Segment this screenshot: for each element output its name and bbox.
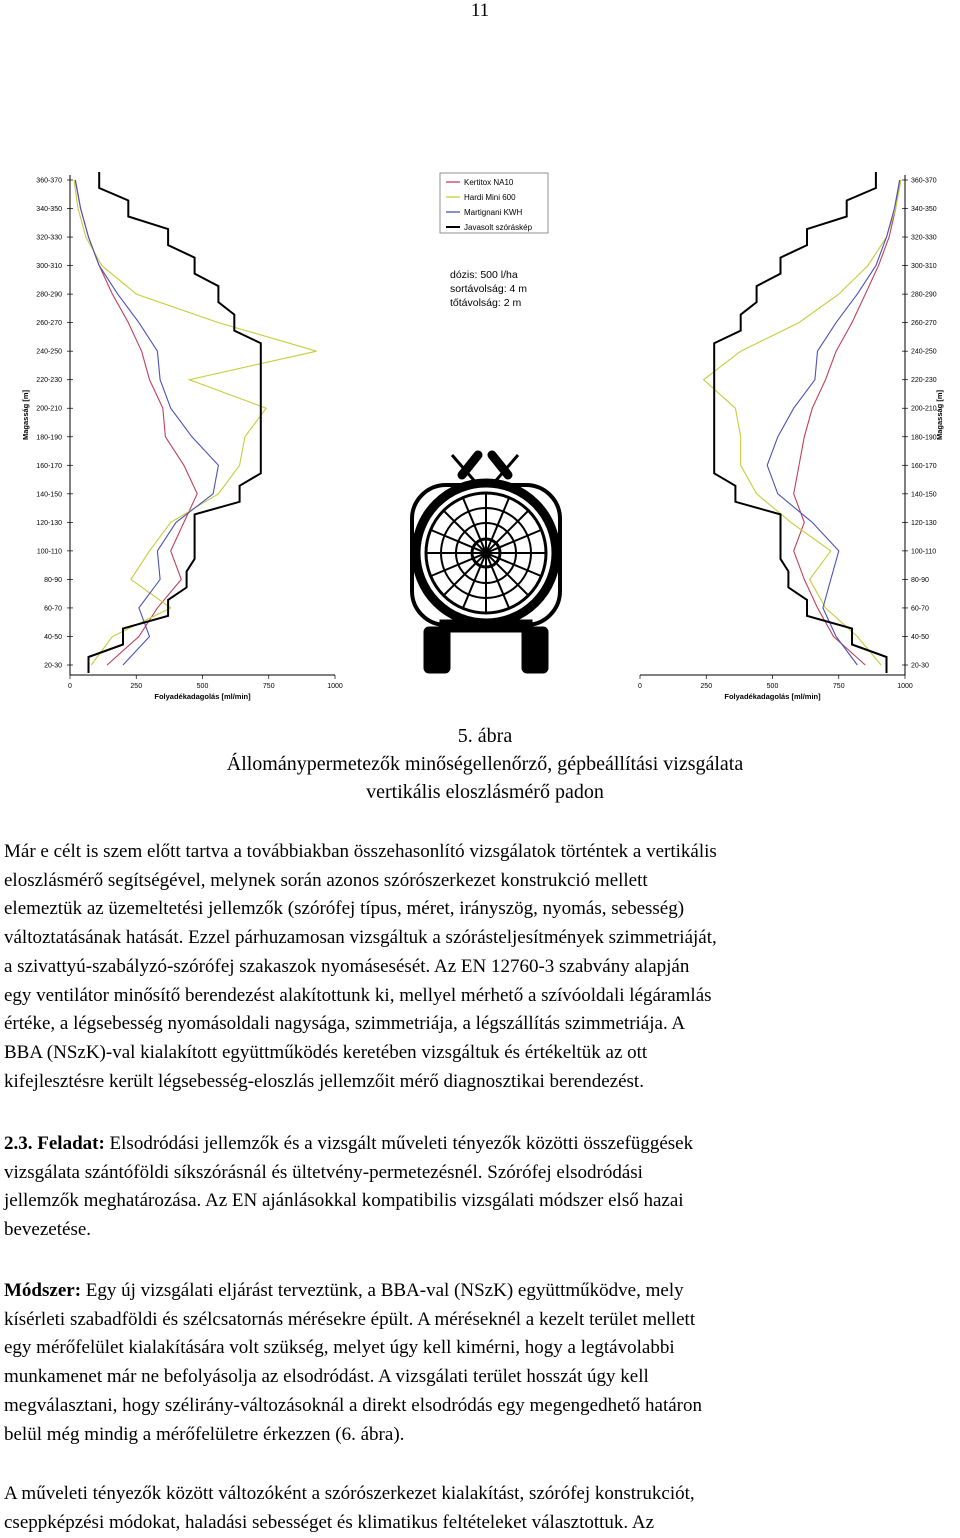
left-x-tick-label: 1000: [327, 683, 343, 690]
left-y-tick-label: 220-230: [36, 377, 62, 385]
left-series-line-javasolt: [89, 172, 261, 673]
right-y-tick-label: 60-70: [911, 605, 929, 613]
right-y-tick-label: 80-90: [911, 576, 929, 584]
legend-label: Martignani KWH: [464, 208, 523, 217]
right-x-tick-label: 250: [700, 683, 713, 690]
text-line: eloszlásmérő segítségével, melynek során azonos szórószerkezet konstrukció mellett: [4, 869, 648, 891]
page-number: 11: [470, 0, 490, 21]
settings-note-line: tőtávolság: 2 m: [450, 297, 522, 309]
text-line: munkamenet már ne befolyásolja az elsodródást. A vizsgálati terület hosszát úgy kell: [4, 1366, 649, 1388]
text-line: megválasztani, hogy szélirány-változásoknál a direkt elsodródás egy megengedhető határon: [4, 1394, 702, 1416]
figure-title-line-1: Állománypermetezők minőségellenőrző, gépbeállítási vizsgálata: [226, 753, 744, 775]
settings-note-line: sortávolság: 4 m: [450, 283, 528, 295]
text-line: bevezetése.: [4, 1219, 92, 1241]
right-y-tick-label: 200-210: [911, 405, 937, 413]
legend-label: Javasolt szóráskép: [464, 223, 533, 232]
right-series-line: [794, 180, 900, 665]
right-y-tick-label: 100-110: [911, 548, 937, 556]
right-x-axis-title: Folyadékadagolás [ml/min]: [724, 692, 821, 701]
left-series-line: [75, 180, 218, 665]
right-x-tick-label: 0: [638, 683, 642, 690]
legend-label: Hardi Mini 600: [464, 193, 516, 202]
left-series-line: [74, 180, 317, 665]
left-y-tick-label: 40-50: [44, 633, 62, 641]
right-y-tick-label: 300-310: [911, 263, 937, 271]
paragraph-factors: [4, 1480, 959, 1537]
text-line: vizsgálata szántóföldi síkszórásnál és ültetvény-permetezésnél. Szórófej elsodródási: [4, 1161, 643, 1183]
text-line: változtatásának hatását. Ezzel párhuzamosan vizsgáltuk a szórásteljesítmények szimmetriáját,: [4, 927, 717, 949]
text-line: jellemzők meghatározása. Az EN ajánlásokkal kompatibilis vizsgálati módszer első hazai: [4, 1190, 684, 1212]
figure-canvas: [0, 165, 960, 715]
text-line: elemeztük az üzemeltetési jellemzők (szórófej típus, méret, irányszög, nyomás, sebesség): [4, 898, 685, 920]
settings-note-line: dózis: 500 l/ha: [450, 269, 518, 281]
right-x-tick-label: 750: [832, 683, 845, 690]
text-line: [4, 1277, 959, 1306]
right-y-tick-label: 360-370: [911, 177, 937, 185]
paragraph-task: [4, 1130, 959, 1245]
right-x-tick-label: 1000: [897, 683, 913, 690]
left-x-tick-label: 250: [130, 683, 143, 690]
left-x-tick-label: 750: [262, 683, 275, 690]
right-y-tick-label: 180-190: [911, 434, 937, 442]
text-line: értéke, a légsebesség nyomásoldali nagysága, szimmetriája, a légszállítás szimmetriája. A: [4, 1013, 686, 1035]
right-y-tick-label: 140-150: [911, 491, 937, 499]
left-y-tick-label: 80-90: [44, 576, 62, 584]
paragraph-intro: [4, 838, 959, 1096]
sprayer-illustration: [412, 455, 560, 673]
right-y-axis-title: Magasság [m]: [935, 389, 944, 441]
left-y-tick-label: 140-150: [36, 491, 62, 499]
figure-caption: [0, 722, 960, 806]
text-line: kifejlesztésre került légsebesség-eloszlás jellemzőit mérő diagnosztikai berendezést.: [4, 1070, 644, 1092]
left-y-tick-label: 160-170: [36, 462, 62, 470]
task-label: 2.3. Feladat:: [4, 1133, 105, 1154]
left-y-tick-label: 20-30: [44, 662, 62, 670]
left-y-tick-label: 280-290: [36, 291, 62, 299]
left-y-axis-title: Magasság [m]: [21, 389, 30, 441]
right-y-tick-label: 260-270: [911, 320, 937, 328]
left-y-tick-label: 60-70: [44, 605, 62, 613]
text-line: kísérleti szabadföldi és szélcsatornás mérésekre épült. A méréseknél a kezelt terület mellett: [4, 1308, 696, 1330]
left-y-tick-label: 200-210: [36, 405, 62, 413]
right-y-tick-label: 340-350: [911, 206, 937, 214]
text-line: belül még mindig a mérőfelületre érkezzen (6. ábra).: [4, 1423, 405, 1445]
left-y-tick-label: 240-250: [36, 348, 62, 356]
text-line: A műveleti tényezők között változóként a szórószerkezet kialakítást, szórófej konstrukciót,: [4, 1483, 695, 1504]
figure-number: 5. ábra: [457, 725, 513, 747]
left-y-tick-label: 180-190: [36, 434, 62, 442]
right-y-tick-label: 240-250: [911, 348, 937, 356]
right-y-tick-label: 160-170: [911, 462, 937, 470]
text-line: egy ventilátor minősítő berendezést alakítottunk ki, mellyel mérhető a szívóoldali légáramlás: [4, 984, 712, 1006]
right-y-tick-label: 20-30: [911, 662, 929, 670]
method-label: Módszer:: [4, 1280, 82, 1301]
left-y-tick-label: 360-370: [36, 177, 62, 185]
left-x-tick-label: 500: [196, 683, 209, 690]
right-y-tick-label: 320-330: [911, 234, 937, 242]
text-line: BBA (NSzK)-val kialakított együttműködés keretében vizsgáltuk és értékeltük az ott: [4, 1041, 648, 1063]
left-y-tick-label: 320-330: [36, 234, 62, 242]
left-x-tick-label: 0: [68, 683, 72, 690]
right-series-line: [767, 180, 900, 665]
right-series-line: [704, 180, 901, 665]
left-y-tick-label: 300-310: [36, 263, 62, 271]
right-x-tick-label: 500: [766, 683, 779, 690]
right-y-tick-label: 40-50: [911, 633, 929, 641]
right-y-tick-label: 280-290: [911, 291, 937, 299]
text-line: [4, 1130, 959, 1159]
figure-title-line-2: vertikális eloszlásmérő padon: [366, 781, 604, 803]
text-line: Már e célt is szem előtt tartva a továbbiakban összehasonlító vizsgálatok történtek a vertikális: [4, 841, 717, 862]
legend-label: Kertitox NA10: [464, 178, 514, 187]
left-y-tick-label: 120-130: [36, 519, 62, 527]
vertical-distribution-figure: [0, 165, 960, 715]
left-y-tick-label: 100-110: [36, 548, 62, 556]
text-line: cseppképzési módokat, haladási sebességet és klimatikus feltételeket választottuk. Az: [4, 1511, 655, 1533]
text-line: egy mérőfelület kialakítására volt szükség, melyet úgy kell kimérni, hogy a legtávolabbi: [4, 1337, 675, 1359]
left-x-axis-title: Folyadékadagolás [ml/min]: [154, 692, 251, 701]
paragraph-method: [4, 1277, 959, 1449]
right-y-tick-label: 220-230: [911, 377, 937, 385]
text-line: a szivattyú-szabályzó-szórófej szakaszok nyomásesését. Az EN 12760-3 szabvány alapján: [4, 955, 690, 977]
method-first-line: Egy új vizsgálati eljárást terveztünk, a BBA-val (NSzK) együttműködve, mely: [85, 1280, 684, 1301]
left-y-tick-label: 340-350: [36, 206, 62, 214]
left-y-tick-label: 260-270: [36, 320, 62, 328]
task-first-line: Elsodródási jellemzők és a vizsgált műveleti tényezők közötti összefüggések: [109, 1133, 694, 1154]
right-series-line-javasolt: [714, 172, 886, 673]
right-y-tick-label: 120-130: [911, 519, 937, 527]
